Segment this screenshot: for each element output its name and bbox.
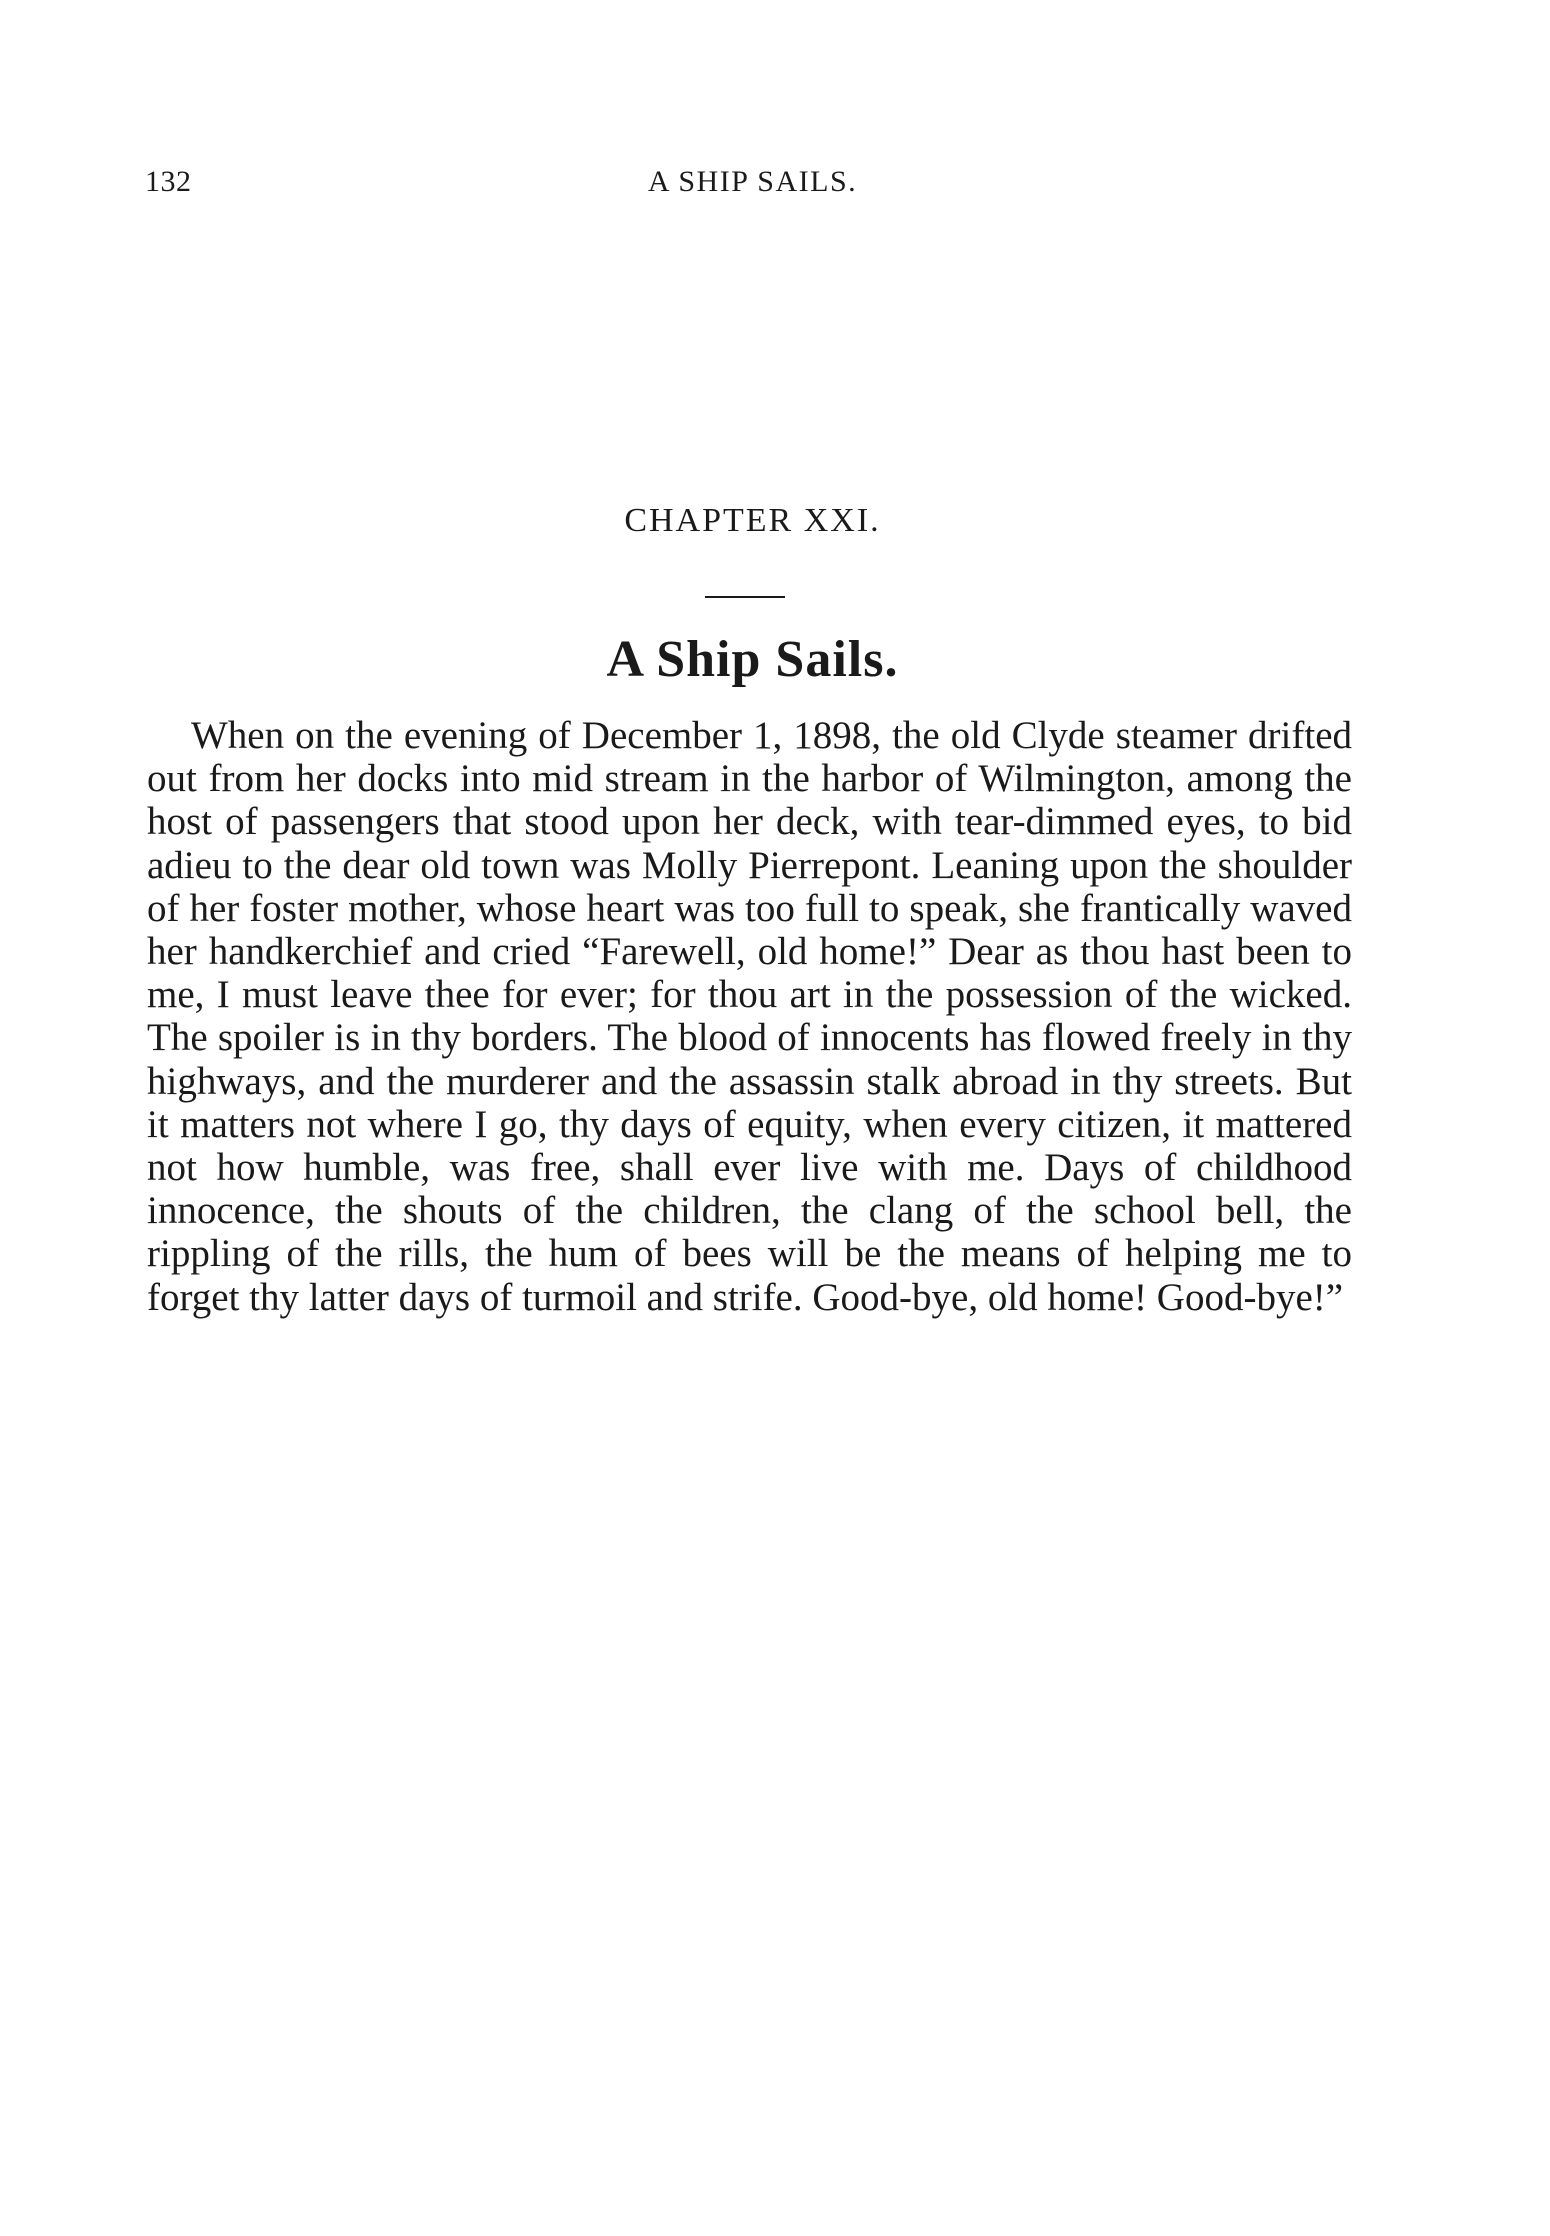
chapter-number: CHAPTER XXI. [624, 502, 881, 539]
running-title: A SHIP SAILS. [647, 165, 858, 198]
body-paragraph: When on the evening of December 1, 1898, the old Clyde steamer drifted out from her docks into mid stream in the harbor of Wilmington, among the host of passengers that stood upon her deck, with tear-dimmed eyes, to bid adieu to the dear old town was Molly Pierrepont. Leaning upon the shoulder of her foster mother, whose heart was too full to speak, she frantically waved her handkerchief and cried “Farewell, old home!” Dear as thou hast been to me, I must leave thee for ever; for thou art in the possession of the wicked. The spoiler is in thy borders. The blood of innocents has flowed freely in thy highways, and the murderer and the assassin stalk abroad in thy streets. But it matters not where I go, thy days of equity, when every citizen, it mattered not how humble, was free, shall ever live with me. Days of childhood innocence, the shouts of the children, the clang of the school bell, the rippling of the rills, the hum of bees will be the means of helping me to forget thy latter days of turmoil and strife. Good-bye, old home! Good-bye!” [147, 714, 1352, 1319]
chapter-divider [705, 596, 785, 598]
page-number: 132 [145, 165, 192, 198]
chapter-title: A Ship Sails. [606, 631, 899, 688]
running-head [145, 165, 1360, 205]
